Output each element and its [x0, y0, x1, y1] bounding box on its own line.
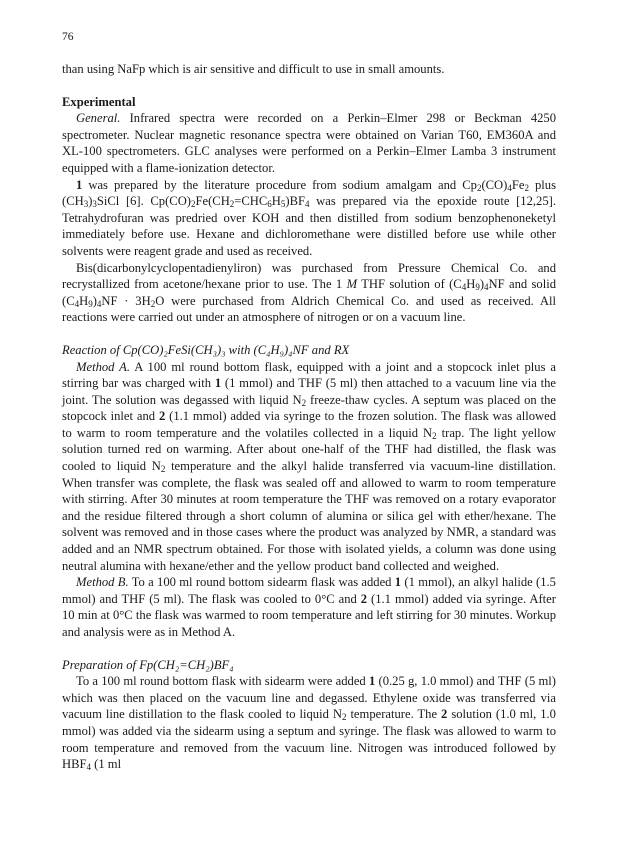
prep1-paragraph: 1 was prepared by the literature procedure from sodium amalgam and $Cp_2(CO)_4Fe_2$ plus $(CH_3)_3SiCl$ [6]. $Cp(CO)_2Fe(CH_2=CHC_6H_5)BF_4$ was prepared via the epoxide route [12,25]. Tetrahydrofuran was predried over KOH and then distilled from sodium benzophenoneketyl immediately before use. Hexane and dichloromethane were distilled before use while other solvents were reagent grade and used as received.	[62, 177, 556, 258]
body-text	[62, 61, 556, 773]
intro-paragraph: than using NaFp which is air sensitive and difficult to use in small amounts.	[62, 62, 445, 76]
experimental-heading: Experimental	[62, 94, 136, 109]
section1-heading: Reaction of Cp(CO)₂FeSi(CH₃)₃ with (C₄H₉)₄NF and RX	[62, 342, 350, 357]
general-label: General.	[76, 111, 121, 126]
page-number: 76	[62, 31, 74, 43]
section2-heading: Preparation of Fp(CH₂=CH₂)BF₄	[62, 657, 234, 672]
method-b-paragraph: Method B. To a 100 ml round bottom sidearm flask was added 1 (1 mmol), an alkyl halide (1.5 mmol) and THF (5 ml). The flask was cooled to 0°C and 2 (1.1 mmol) added via syringe. After 10 min at 0°C the flask was warmed to room temperature and left stirring for 30 minutes. Workup and analysis were as in Method A.	[62, 575, 556, 639]
prep2-paragraph: Bis(dicarbonylcyclopentadienyliron) was purchased from Pressure Chemical Co. and recrystallized from acetone/hexane prior to use. The 1 M THF solution of $(C_4H_9)_4NF$ and solid $(C_4H_9)_4NF \cdot 3H_2O$ were purchased from Aldrich Chemical Co. and used as received. All reactions were carried out under an atmosphere of nitrogen or on a vacuum line.	[62, 260, 557, 325]
prep-fp-paragraph: To a 100 ml round bottom flask with sidearm were added 1 (0.25 g, 1.0 mmol) and THF (5 ml) which was then placed on the vacuum line and degassed. Ethylene oxide was transferred via vacuum line distillation to the flask cooled to liquid $N_2$ temperature. The 2 solution (1.0 ml, 1.0 mmol) was added via the sidearm using a septum and syringe. The flask was allowed to warm to room temperature and removed from the vacuum line. Nitrogen was introduced followed by $HBF_4$ (1 ml	[62, 674, 556, 773]
method-a-paragraph: Method A. A 100 ml round bottom flask, equipped with a joint and a stopcock inlet plus a stirring bar was charged with 1 (1 mmol) and THF (5 ml) then attached to a vacuum line via the joint. The solution was degassed with liquid $N_2$ freeze-thaw cycles. A septum was placed on the stopcock inlet and 2 (1.1 mmol) added via syringe to the frozen solution. The flask was allowed to warm to room temperature and the volatiles collected in a liquid $N_2$ trap. The light yellow solution turned red on warming. After about one-half of the THF had distilled, the flask was cooled to liquid $N_2$ temperature and the alkyl halide transferred via vacuum-line distillation. When transfer was complete, the flask was sealed off and allowed to warm to room temperature with stirring. After 30 minutes at room temperature the THF was removed on a rotary evaporator and the residue filtered through a short column of alumina or silica gel with ether/hexane. The solvent was removed and in those cases where the product was analyzed by NMR, a standard was added and an NMR spectrum obtained. For those with isolated yields, a column was done using neutral alumina with hexane/ether and the yellow product band collected and weighed.	[62, 359, 557, 573]
general-paragraph: General. Infrared spectra were recorded on a Perkin–Elmer 298 or Beckman 4250 spectrometer. Nuclear magnetic resonance spectra were obtained on Varian T60, EM360A and XL-100 spectrometers. GLC analyses were performed on a Perkin–Elmer Lamba 3 instrument equipped with a flame-ionization detector.	[62, 111, 557, 175]
